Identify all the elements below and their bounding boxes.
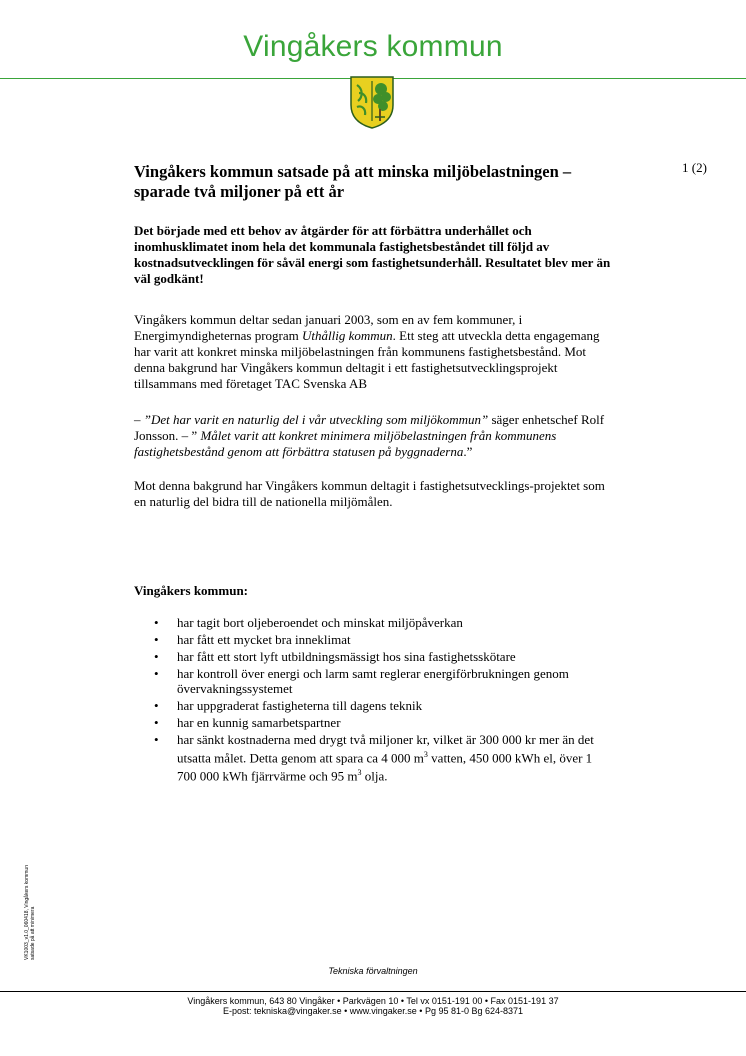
list-item-text: har fått ett mycket bra inneklimat [177,632,351,647]
program-name: Uthållig kommun [302,328,393,343]
list-item [134,615,614,630]
list-item-text: har uppgraderat fastigheterna till dagens teknik [177,698,423,713]
bullet-icon: • [154,615,159,630]
bullet-icon: • [154,649,159,664]
superscript: 3 [357,768,362,778]
paragraph-2-text-b: säger enhetschef Rolf Jonsson. – ” [134,412,605,443]
bullet-icon: • [154,698,159,713]
article-paragraph-1 [134,312,614,392]
article-lead: Det började med ett behov av åtgärder för att förbättra underhållet och inomhusklimatet inom hela det kommunala fastighetsbeståndet till följd av kostnadsutvecklingen för såväl energi som fastighetsunderhåll. Resultatet blev mer än väl godkänt! [134,223,611,286]
article-paragraph-3: Mot denna bakgrund har Vingåkers kommun deltagit i fastighetsutvecklings-projektet som en naturlig del bidra till de nationella miljömålen. [134,478,605,509]
list-item-text-a: har sänkt kostnaderna med drygt två miljoner kr, vilket är 300 000 kr mer än det utsatta målet. Detta genom att spara ca 4 000 m [177,732,594,766]
achievement-list [134,615,614,786]
list-heading: Vingåkers kommun: [134,583,249,598]
paragraph-2-text-a: – [134,412,144,427]
document-reference-note: VK1003_v1.0_060418, Vingåkers kommun satsade på att minimera [24,865,36,960]
list-item [134,698,614,713]
paragraph-2-text-c: .” [463,444,473,459]
footer-divider [0,991,746,992]
list-item [134,649,614,664]
list-item-text: har kontroll över energi och larm samt reglerar energiförbrukningen genom övervakningssystemet [177,666,569,696]
list-item-text: har fått ett stort lyft utbildningsmässigt hos sina fastighetsskötare [177,649,516,664]
article-paragraph-2 [134,412,614,460]
list-item [134,666,614,696]
quote-1: ”Det har varit en naturlig del i vår utveckling som miljökommun” [143,412,489,427]
bullet-icon: • [154,632,159,647]
superscript: 3 [423,750,428,759]
footer-address: Vingåkers kommun, 643 80 Vingåker • Parkvägen 10 • Tel vx 0151-191 00 • Fax 0151-191 37 [187,996,559,1006]
list-item [134,715,614,730]
list-item-text: har en kunnig samarbetspartner [177,715,341,730]
bullet-icon: • [154,715,159,730]
list-item-text-b: vatten, 450 000 kWh el, över 1 700 000 kWh fjärrvärme och 95 m [177,750,593,784]
paragraph-1-text-a: Vingåkers kommun deltar sedan januari 2003, som en av fem kommuner, i Energimyndigheternas program [134,312,523,343]
bullet-icon: • [154,666,159,681]
header-title: Vingåkers kommun [243,30,503,63]
list-item-text: har tagit bort oljeberoendet och minskat miljöpåverkan [177,615,463,630]
municipal-crest-logo [349,75,395,129]
list-item-text-c: olja. [361,768,388,784]
department-name: Tekniska förvaltningen [328,966,418,976]
quote-2: Målet varit att konkret minimera miljöbelastningen från kommunens fastighetsbestånd genom att förbättra statusen på byggnaderna [134,428,557,459]
list-item [134,732,614,784]
footer-contact: E-post: tekniska@vingaker.se • www.vingaker.se • Pg 95 81-0 Bg 624-8371 [222,1006,524,1016]
article-title: Vingåkers kommun satsade på att minska miljöbelastningen – sparade två miljoner på ett år [134,162,572,201]
list-item [134,632,614,647]
page-number: 1 (2) [682,160,707,175]
bullet-icon: • [154,732,159,747]
paragraph-1-text-b: . Ett steg att utveckla detta engagemang har varit att konkret minska miljöbelastningen från kommunens fastighetsbestånd. Mot denna bakgrund har Vingåkers kommun deltagit i ett fastighetsutvecklingsprojekt tillsammans med företaget TAC Svenska AB [134,328,600,391]
